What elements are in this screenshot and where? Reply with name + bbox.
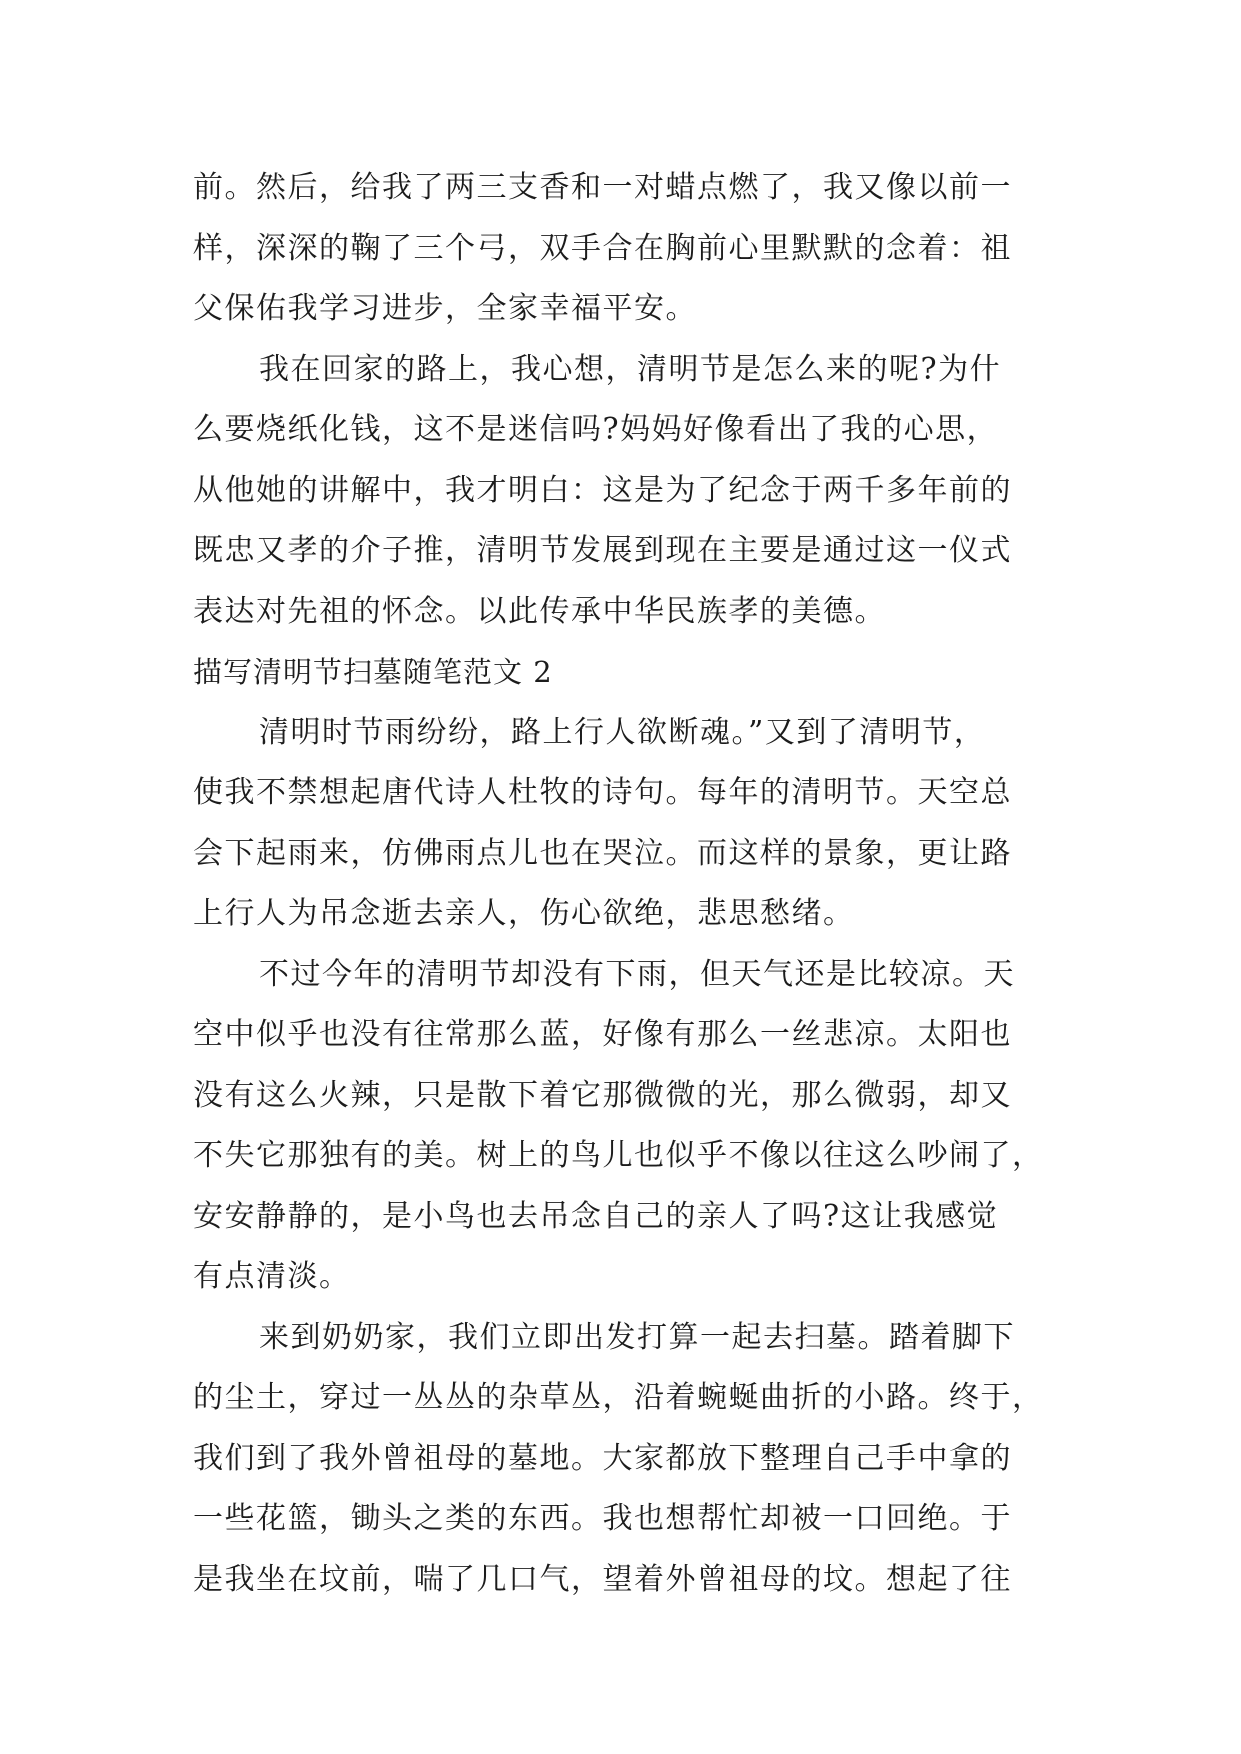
text-line: 表达对先祖的怀念。以此传承中华民族孝的美德。	[193, 593, 886, 629]
text-line: 我在回家的路上，我心想，清明节是怎么来的呢?为什	[259, 351, 1002, 387]
text-line: 空中似乎也没有往常那么蓝，好像有那么一丝悲凉。太阳也	[193, 1017, 1012, 1052]
text-line: 安安静静的，是小鸟也去吊念自己的亲人了吗?这让我感觉	[193, 1198, 999, 1234]
text-line: 来到奶奶家，我们立即出发打算一起去扫墓。踏着脚下	[259, 1319, 1015, 1355]
text-line: 会下起雨来，仿佛雨点儿也在哭泣。而这样的景象，更让路	[193, 835, 1012, 871]
text-line: 既忠又孝的介子推，清明节发展到现在主要是通过这一仪式	[193, 533, 1012, 568]
text-line: 从他她的讲解中，我才明白：这是为了纪念于两千多年前的	[193, 472, 1012, 508]
text-line: 父保佑我学习进步，全家幸福平安。	[193, 291, 697, 326]
text-line: 我们到了我外曾祖母的墓地。大家都放下整理自己手中拿的	[193, 1440, 1012, 1476]
text-line: 使我不禁想起唐代诗人杜牧的诗句。每年的清明节。天空总	[193, 775, 1012, 810]
text-line: 是我坐在坟前，喘了几口气，望着外曾祖母的坟。想起了往	[193, 1561, 1012, 1597]
text-line: 的尘土，穿过一丛丛的杂草丛，沿着蜿蜒曲折的小路。终于，	[193, 1380, 1044, 1415]
paragraph-continuation	[193, 158, 1053, 340]
text-line: 一些花篮，锄头之类的东西。我也想帮忙却被一口回绝。于	[193, 1501, 1012, 1536]
text-line: 样，深深的鞠了三个弓，双手合在胸前心里默默的念着：祖	[193, 230, 1012, 266]
text-line: 没有这么火辣，只是散下着它那微微的光，那么微弱，却又	[193, 1077, 1012, 1113]
text-line: 清明时节雨纷纷，路上行人欲断魂。”又到了清明节，	[259, 714, 986, 750]
section-heading: 描写清明节扫墓随笔范文 2	[193, 655, 553, 689]
text-line: 前。然后，给我了两三支香和一对蜡点燃了，我又像以前一	[193, 170, 1012, 205]
document-body	[193, 158, 1053, 1610]
text-line: 不过今年的清明节却没有下雨，但天气还是比较凉。天	[259, 956, 1015, 992]
paragraph	[193, 703, 1053, 945]
paragraph	[193, 945, 1053, 1308]
text-line: 不失它那独有的美。树上的鸟儿也似乎不像以往这么吵闹了，	[193, 1138, 1044, 1173]
text-line: 么要烧纸化钱，这不是迷信吗?妈妈好像看出了我的心思，	[193, 412, 999, 447]
paragraph	[193, 340, 1053, 643]
paragraph	[193, 1308, 1053, 1611]
text-line: 上行人为吊念逝去亲人，伤心欲绝，悲思愁绪。	[193, 896, 855, 931]
text-line: 有点清淡。	[193, 1259, 351, 1294]
